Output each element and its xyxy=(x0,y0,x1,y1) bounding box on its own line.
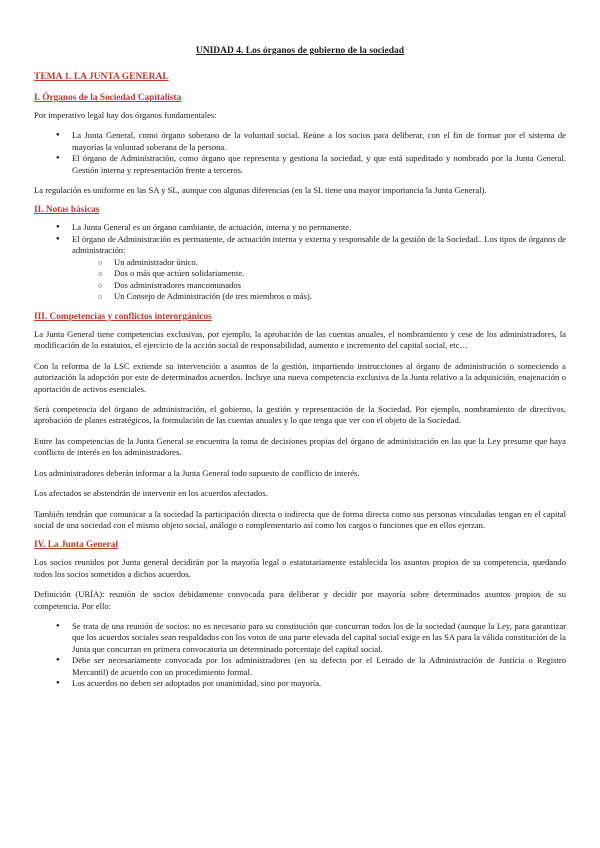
paragraph: Será competencia del órgano de administración, el gobierno, la gestión y representación de la Sociedad. Por ejemplo, nombramiento de directivos, aprobación de planes estratégicos, la formulación de las cuentas anuales y lo que tenga que ver con el objeto de la Sociedad. xyxy=(34,404,566,426)
list-item: ● La Junta General, como órgano soberano de la voluntad social. Reúne a los socios para deliberar, con el fin de formar por el sistema de mayorías la voluntad soberana de la persona. xyxy=(72,130,566,153)
paragraph: También tendrán que comunicar a la sociedad la participación directa o indirecta que de forma directa como sus personas vinculadas tengan en el capital social de una sociedad con el mismo objeto social, análogo o complementario así como los cargos o funciones que en ellos ejerzan. xyxy=(34,508,566,530)
paragraph: Con la reforma de la LSC extiende su intervención a asuntos de la gestión, impartiendo instrucciones al órgano de administración o someciendo a autorización la adopción por este de determinados acuerdos. Incluye una nueva competencia exclusiva de la Junta relativo a la adquisición, enajenación o aportación de activos esenciales. xyxy=(34,360,566,394)
sub-list-item: ○ Un Consejo de Administración (de tres miembros o más). xyxy=(114,291,566,303)
sub-list-item: ○ Un administrador único. xyxy=(114,257,566,269)
paragraph: La regulación es uniforme en las SA y SL, aunque con algunas diferencias (en la SL tiene una mayor importancia la Junta General). xyxy=(34,185,487,196)
list-item: ● Los acuerdos no deben ser adoptados por unanimidad, sino por mayoría. xyxy=(72,678,566,689)
section-intro: Por imperativo legal hay dos órganos fundamentales: xyxy=(34,110,217,120)
paragraph: Entre las competencias de la Junta General se encuentra la toma de decisiones propias del órgano de administración en las que la Ley presume que haya conflicto de interés en los administradores. xyxy=(34,435,566,458)
paragraph: La Junta General tiene competencias exclusivas, por ejemplo, la aprobación de las cuentas anuales, el nombramiento y cese de los administradores, la modificación de lo estatutos, el ejercicio de la acción social de responsabilidad, aumento e incremento del capital social, etc… xyxy=(34,329,566,351)
section-heading-notas: II. Notas básicas xyxy=(34,205,100,216)
paragraph: Los afectados se abstendrán de intervenir en los acuerdos afectados. xyxy=(34,488,268,499)
paragraph: Los socios reunidos por Junta general decidirán por la mayoría legal o estatutariamente establecida los asuntos propios de su competencia, quedando todos los socios sometidos a dichos acuerdos. xyxy=(34,557,566,579)
list-item-text: El órgano de Administración es permanente, de actuación interna y externa y responsable de la gestión de la Sociedad.. Los tipos de órganos de administración: xyxy=(72,233,566,256)
sub-list-item: ○ Dos administradores mancomunados xyxy=(114,280,566,292)
list-item: ● Se trata de una reunión de socios: no es necesario para su constitución que concurran todos los de la sociedad (aunque la Ley, para garantizar que los acuerdos sociales sean respaldados con los votos de una parte elevada del capital social exige en las SA para la válida constitución de la Junta que concurran en primera convocatoria un determinado porcentaje del capital social. xyxy=(72,621,566,655)
organos-list xyxy=(34,130,566,176)
section-heading-competencias: III. Competencias y conflictos interorgánicos xyxy=(34,312,212,323)
section-heading-organos: I. Órganos de la Sociedad Capitalista xyxy=(34,93,182,103)
sub-list-item: ○ Dos o más que actúen solidariamente. xyxy=(114,268,566,280)
list-item xyxy=(72,234,566,303)
admin-types-list xyxy=(72,257,566,303)
junta-list xyxy=(34,621,566,689)
section-heading-junta: IV. La Junta General xyxy=(34,540,119,551)
tema-title: TEMA 1. LA JUNTA GENERAL xyxy=(34,72,169,82)
list-item: ● La Junta General es un órgano cambiante, de actuación, interna y no permanente. xyxy=(72,222,566,233)
list-item: ● El órgano de Administración, como órgano que representa y gestiona la sociedad, y que está supeditado y nombrado por la Junta General. Gestión interna y representación frente a terceros. xyxy=(72,153,566,176)
notas-list xyxy=(34,222,566,303)
list-item: ● Debe ser necesariamente convocada por los administradores (en su defecto por el Letrado de la Administración de Justicia o Registro Mercantil) de acuerdo con un procedimiento formal. xyxy=(72,655,566,678)
paragraph: Definición (URÍA): reunión de socios debidamente convocada para deliberar y decidir por mayoría sobre determinados asuntos propios de su competencia. Por ello: xyxy=(34,589,566,611)
paragraph: Los administradores deberán informar a la Junta General todo supuesto de conflicto de interés. xyxy=(34,467,360,478)
unit-title: UNIDAD 4. Los órganos de gobierno de la sociedad xyxy=(195,46,405,56)
